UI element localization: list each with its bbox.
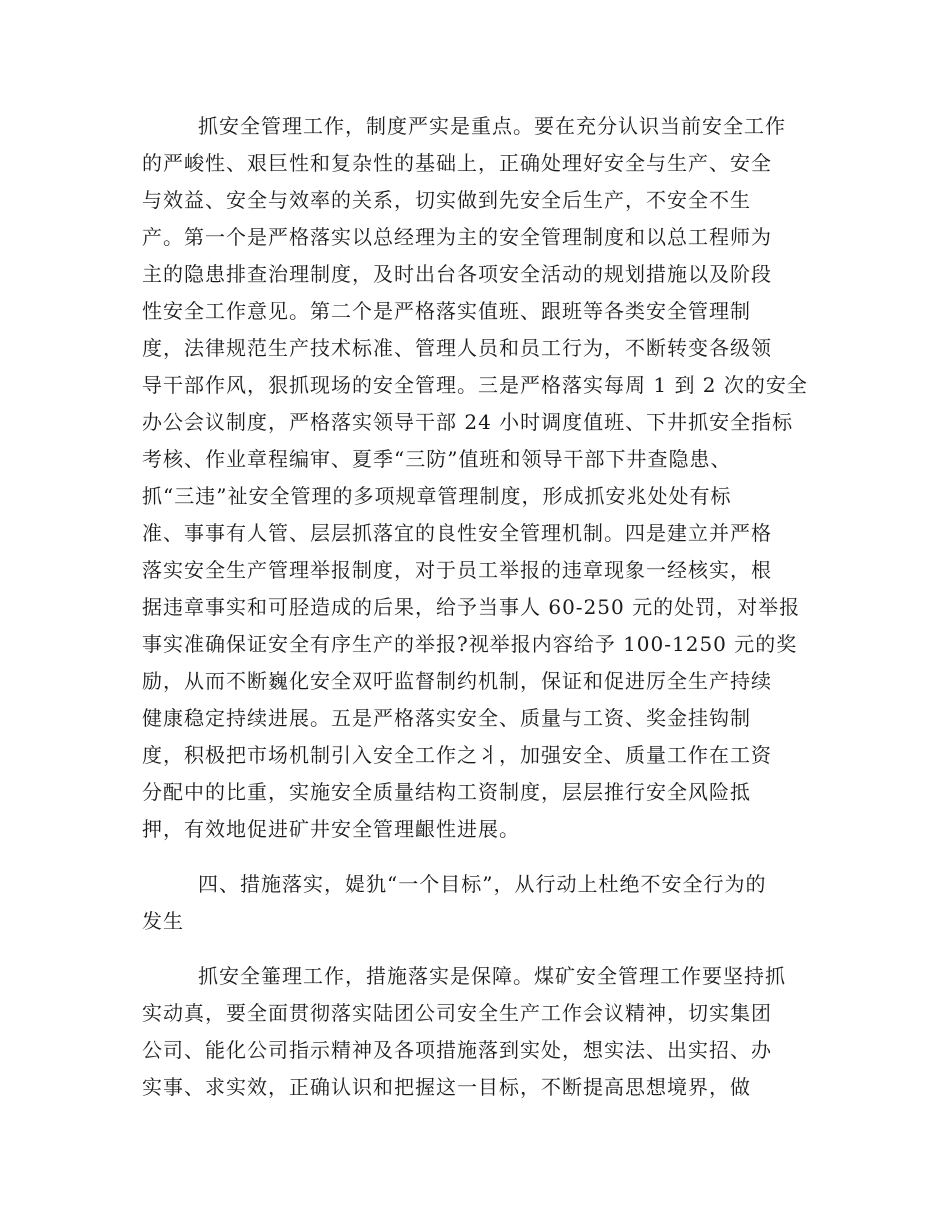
paragraph-1-line-20: 押，有效地促进矿井安全管理齦性进展。 <box>142 817 520 841</box>
paragraph-1-line-18: 度，积极把市场机制引入安全工作之丬，加强安全、质量工作在工资 <box>142 743 772 767</box>
paragraph-1-line-3: 与效益、安全与效率的关系，切实做到先安全后生产，不安全不生 <box>142 188 751 212</box>
paragraph-1-line-14: 据违章事实和可胫造成的后果，给予当事人 60-250 元的处罚，对举报 <box>142 595 801 619</box>
paragraph-1-line-17: 健康稳定持续进展。五是严格落实安全、质量与工资、奖金挂钩制 <box>142 706 751 730</box>
paragraph-1-line-15: 事实准确保证安全有序生产的举报?视举报内容给予 100-1250 元的奖 <box>142 632 798 656</box>
paragraph-1-line-13: 落实安全生产管理举报制度，对于员工举报的违章现象一经核实，根 <box>142 558 772 582</box>
paragraph-2-line-4: 实事、求实效，正确认识和把握这一目标，不断提高思想境界，做 <box>142 1075 751 1099</box>
section-heading-line-1: 四、措施落实，媞犰“一个目标”，从行动上杜绝不安全行为的 <box>198 872 767 896</box>
paragraph-2-line-2: 实动真，要全面贯彻落实陆团公司安全生产工作会议精神，切实集团 <box>142 1001 772 1025</box>
paragraph-1-line-1: 抓安全管理工作，制度严实是重点。要在充分认识当前安全工作 <box>198 114 786 138</box>
paragraph-1-line-19: 分配中的比重，实施安全质量结构工资制度，层层推行安全风险抵 <box>142 780 751 804</box>
paragraph-1-line-4: 产。第一个是严格落实以总经理为主的安全管理制度和以总工程师为 <box>142 225 772 249</box>
paragraph-1-line-11: 抓“三违”祉安全管理的多项规章管理制度，形成抓安兆处处有标 <box>142 484 732 508</box>
section-heading-line-2: 发生 <box>142 909 184 933</box>
paragraph-1-line-10: 考核、作业章程编审、夏季“三防”值班和领导干部下井查隐患、 <box>142 447 732 471</box>
paragraph-1-line-6: 性安全工作意见。第二个是严格落实值班、跟班等各类安全管理制 <box>142 299 751 323</box>
paragraph-1-line-16: 励，从而不断巍化安全双吁监督制约机制，保证和促进厉全生产持续 <box>142 669 772 693</box>
paragraph-1-line-5: 主的隐患排查治理制度，及时出台各项安全活动的规划措施以及阶段 <box>142 262 772 286</box>
paragraph-1-line-7: 度，法律规范生产技术标准、管理人员和员工行为，不断转变各级领 <box>142 336 772 360</box>
paragraph-2-line-1: 抓安全箠理工作，措施落实是保障。煤矿安全管理工作要坚持抓 <box>198 964 786 988</box>
paragraph-2-line-3: 公司、能化公司指示精神及各项措施落到实处，想实法、出实招、办 <box>142 1038 772 1062</box>
paragraph-1-line-8: 导干部作风，狠抓现场的安全管理。三是严格落实每周 1 到 2 次的安全 <box>142 373 808 397</box>
paragraph-1-line-12: 准、事事有人管、层层抓落宜的良性安全管理机制。四是建立并严格 <box>142 521 772 545</box>
paragraph-1-line-9: 办公会议制度，严格落实领导干部 24 小时调度值班、下井抓安全指标 <box>142 410 794 434</box>
paragraph-1-line-2: 的严峻性、艰巨性和复杂性的基础上，正确处理好安全与生产、安全 <box>142 151 772 175</box>
